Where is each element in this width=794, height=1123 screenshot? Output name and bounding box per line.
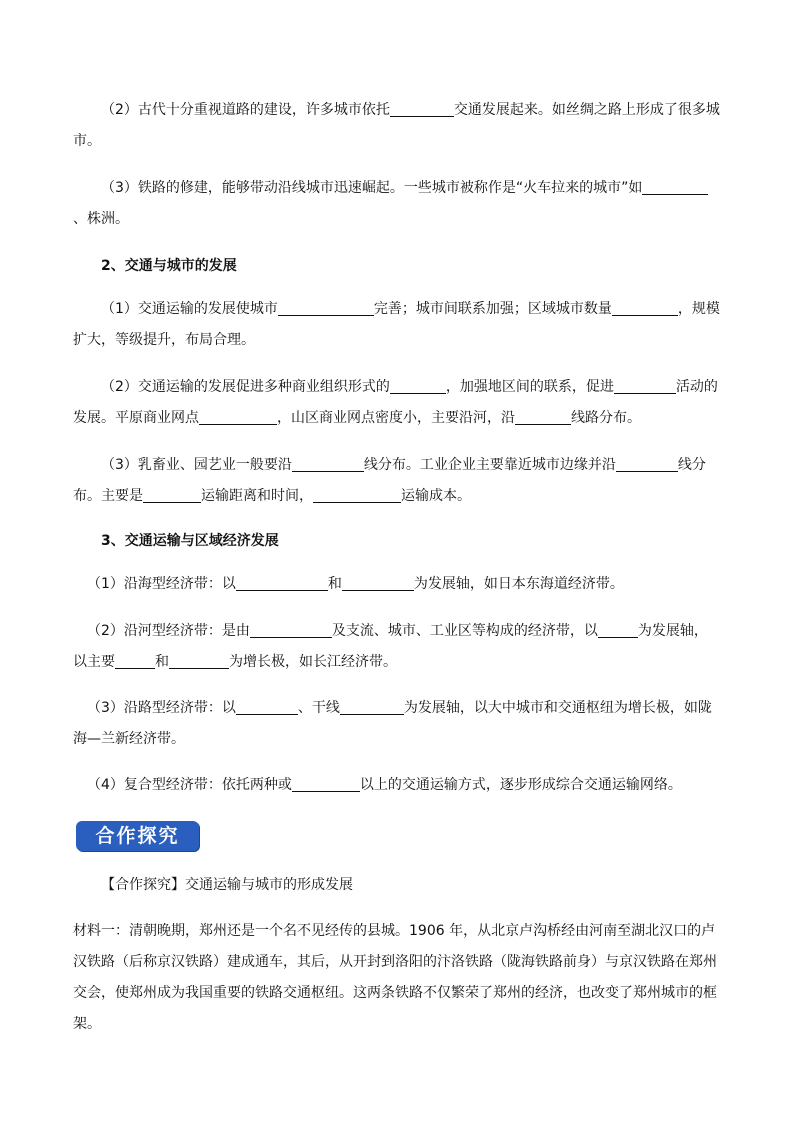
fill-blank[interactable] (143, 486, 201, 503)
fill-blank[interactable] (390, 377, 446, 394)
heading-transport-city-development: 2、交通与城市的发展 (101, 258, 237, 274)
text: （1）沿海型经济带：以 (87, 576, 236, 592)
fill-blank[interactable] (236, 698, 298, 715)
fill-blank[interactable] (169, 652, 229, 669)
material-one: 材料一：清朝晚期，郑州还是一个名不见经传的县城。1906 年，从北京卢沟桥经由河南至湖北汉口的卢汉铁路（后称京汉铁路）建成通车，其后，从开封到洛阳的汴洛铁路（陇海铁路前身）与京汉铁路在郑州交会，使郑州成为我国重要的铁路交通枢纽。这两条铁路不仅繁荣了郑州的经济，也改变了郑州城市的框架。 (73, 923, 717, 1032)
paragraph-economy-3-1 (87, 569, 721, 600)
cooperative-inquiry-badge: 合作探究 (76, 821, 199, 851)
fill-blank[interactable] (313, 486, 401, 503)
text: 为增长极，如长江经济带。 (229, 654, 397, 670)
paragraph-city-2-1 (73, 294, 721, 356)
text: （3）乳畜业、园艺业一般要沿 (101, 457, 292, 473)
text: 线分布。主要是 (73, 457, 706, 504)
fill-blank[interactable] (612, 299, 678, 316)
fill-blank[interactable] (250, 621, 332, 638)
fill-blank[interactable] (390, 100, 454, 117)
paragraph-economy-3-4 (87, 770, 721, 801)
text: （2）沿河型经济带：是由 (87, 623, 250, 639)
fill-blank[interactable] (278, 299, 374, 316)
text: （2）交通运输的发展促进多种商业组织形式的 (101, 379, 390, 395)
text: 为发展轴，以主要 (73, 623, 708, 670)
heading-transport-regional-economy: 3、交通运输与区域经济发展 (101, 533, 279, 549)
text: 运输距离和时间， (201, 488, 313, 504)
fill-blank[interactable] (340, 698, 404, 715)
paragraph-economy-3-3 (73, 693, 721, 755)
fill-blank[interactable] (614, 377, 676, 394)
text: 及支流、城市、工业区等构成的经济带，以 (331, 623, 598, 639)
text: 为发展轴，如日本东海道经济带。 (413, 576, 624, 592)
paragraph-ancient-roads (73, 95, 721, 157)
paragraph-economy-3-2 (73, 616, 721, 678)
text: 、株洲。 (73, 211, 129, 227)
text: 和 (155, 654, 169, 670)
paragraph-city-2-3 (73, 450, 721, 512)
text: ，山区商业网点密度小，主要沿河，沿 (277, 410, 515, 426)
fill-blank[interactable] (515, 408, 571, 425)
text: 为发展轴，以大中城市和交通枢纽为增长极，如陇海—兰新经济带。 (73, 700, 712, 747)
text: （1）交通运输的发展使城市 (101, 301, 278, 317)
paragraph-railway-cities (73, 173, 721, 235)
text: 完善；城市间联系加强；区域城市数量 (373, 301, 612, 317)
fill-blank[interactable] (342, 574, 414, 591)
text: 活动的发展。平原商业网点 (73, 379, 718, 426)
fill-blank[interactable] (199, 408, 277, 425)
paragraph-city-2-2 (73, 372, 721, 434)
text: （4）复合型经济带：依托两种或 (87, 777, 292, 793)
text: 以上的交通运输方式，逐步形成综合交通运输网络。 (359, 777, 682, 793)
text: （3）铁路的修建，能够带动沿线城市迅速崛起。一些城市被称作是“火车拉来的城市”如 (101, 180, 643, 196)
text: 和 (327, 576, 342, 592)
text: 线分布。工业企业主要靠近城市边缘并沿 (363, 457, 616, 473)
fill-blank[interactable] (115, 652, 155, 669)
text: （2）古代十分重视道路的建设，许多城市依托 (101, 102, 390, 118)
fill-blank[interactable] (292, 775, 360, 792)
text: 、干线 (297, 700, 340, 716)
fill-blank[interactable] (236, 574, 328, 591)
fill-blank[interactable] (292, 455, 364, 472)
text: 交通发展起来。如丝绸之路上形成了很多城市。 (73, 102, 720, 149)
fill-blank[interactable] (616, 455, 678, 472)
text: 运输成本。 (401, 488, 471, 504)
cooperative-inquiry-title: 【合作探究】交通运输与城市的形成发展 (101, 877, 353, 893)
text: （3）沿路型经济带：以 (87, 700, 236, 716)
text: 线路分布。 (571, 410, 641, 426)
fill-blank[interactable] (598, 621, 638, 638)
text: ，加强地区间的联系，促进 (445, 379, 614, 395)
fill-blank[interactable] (642, 178, 708, 195)
text: ，规模扩大，等级提升，布局合理。 (73, 301, 720, 348)
